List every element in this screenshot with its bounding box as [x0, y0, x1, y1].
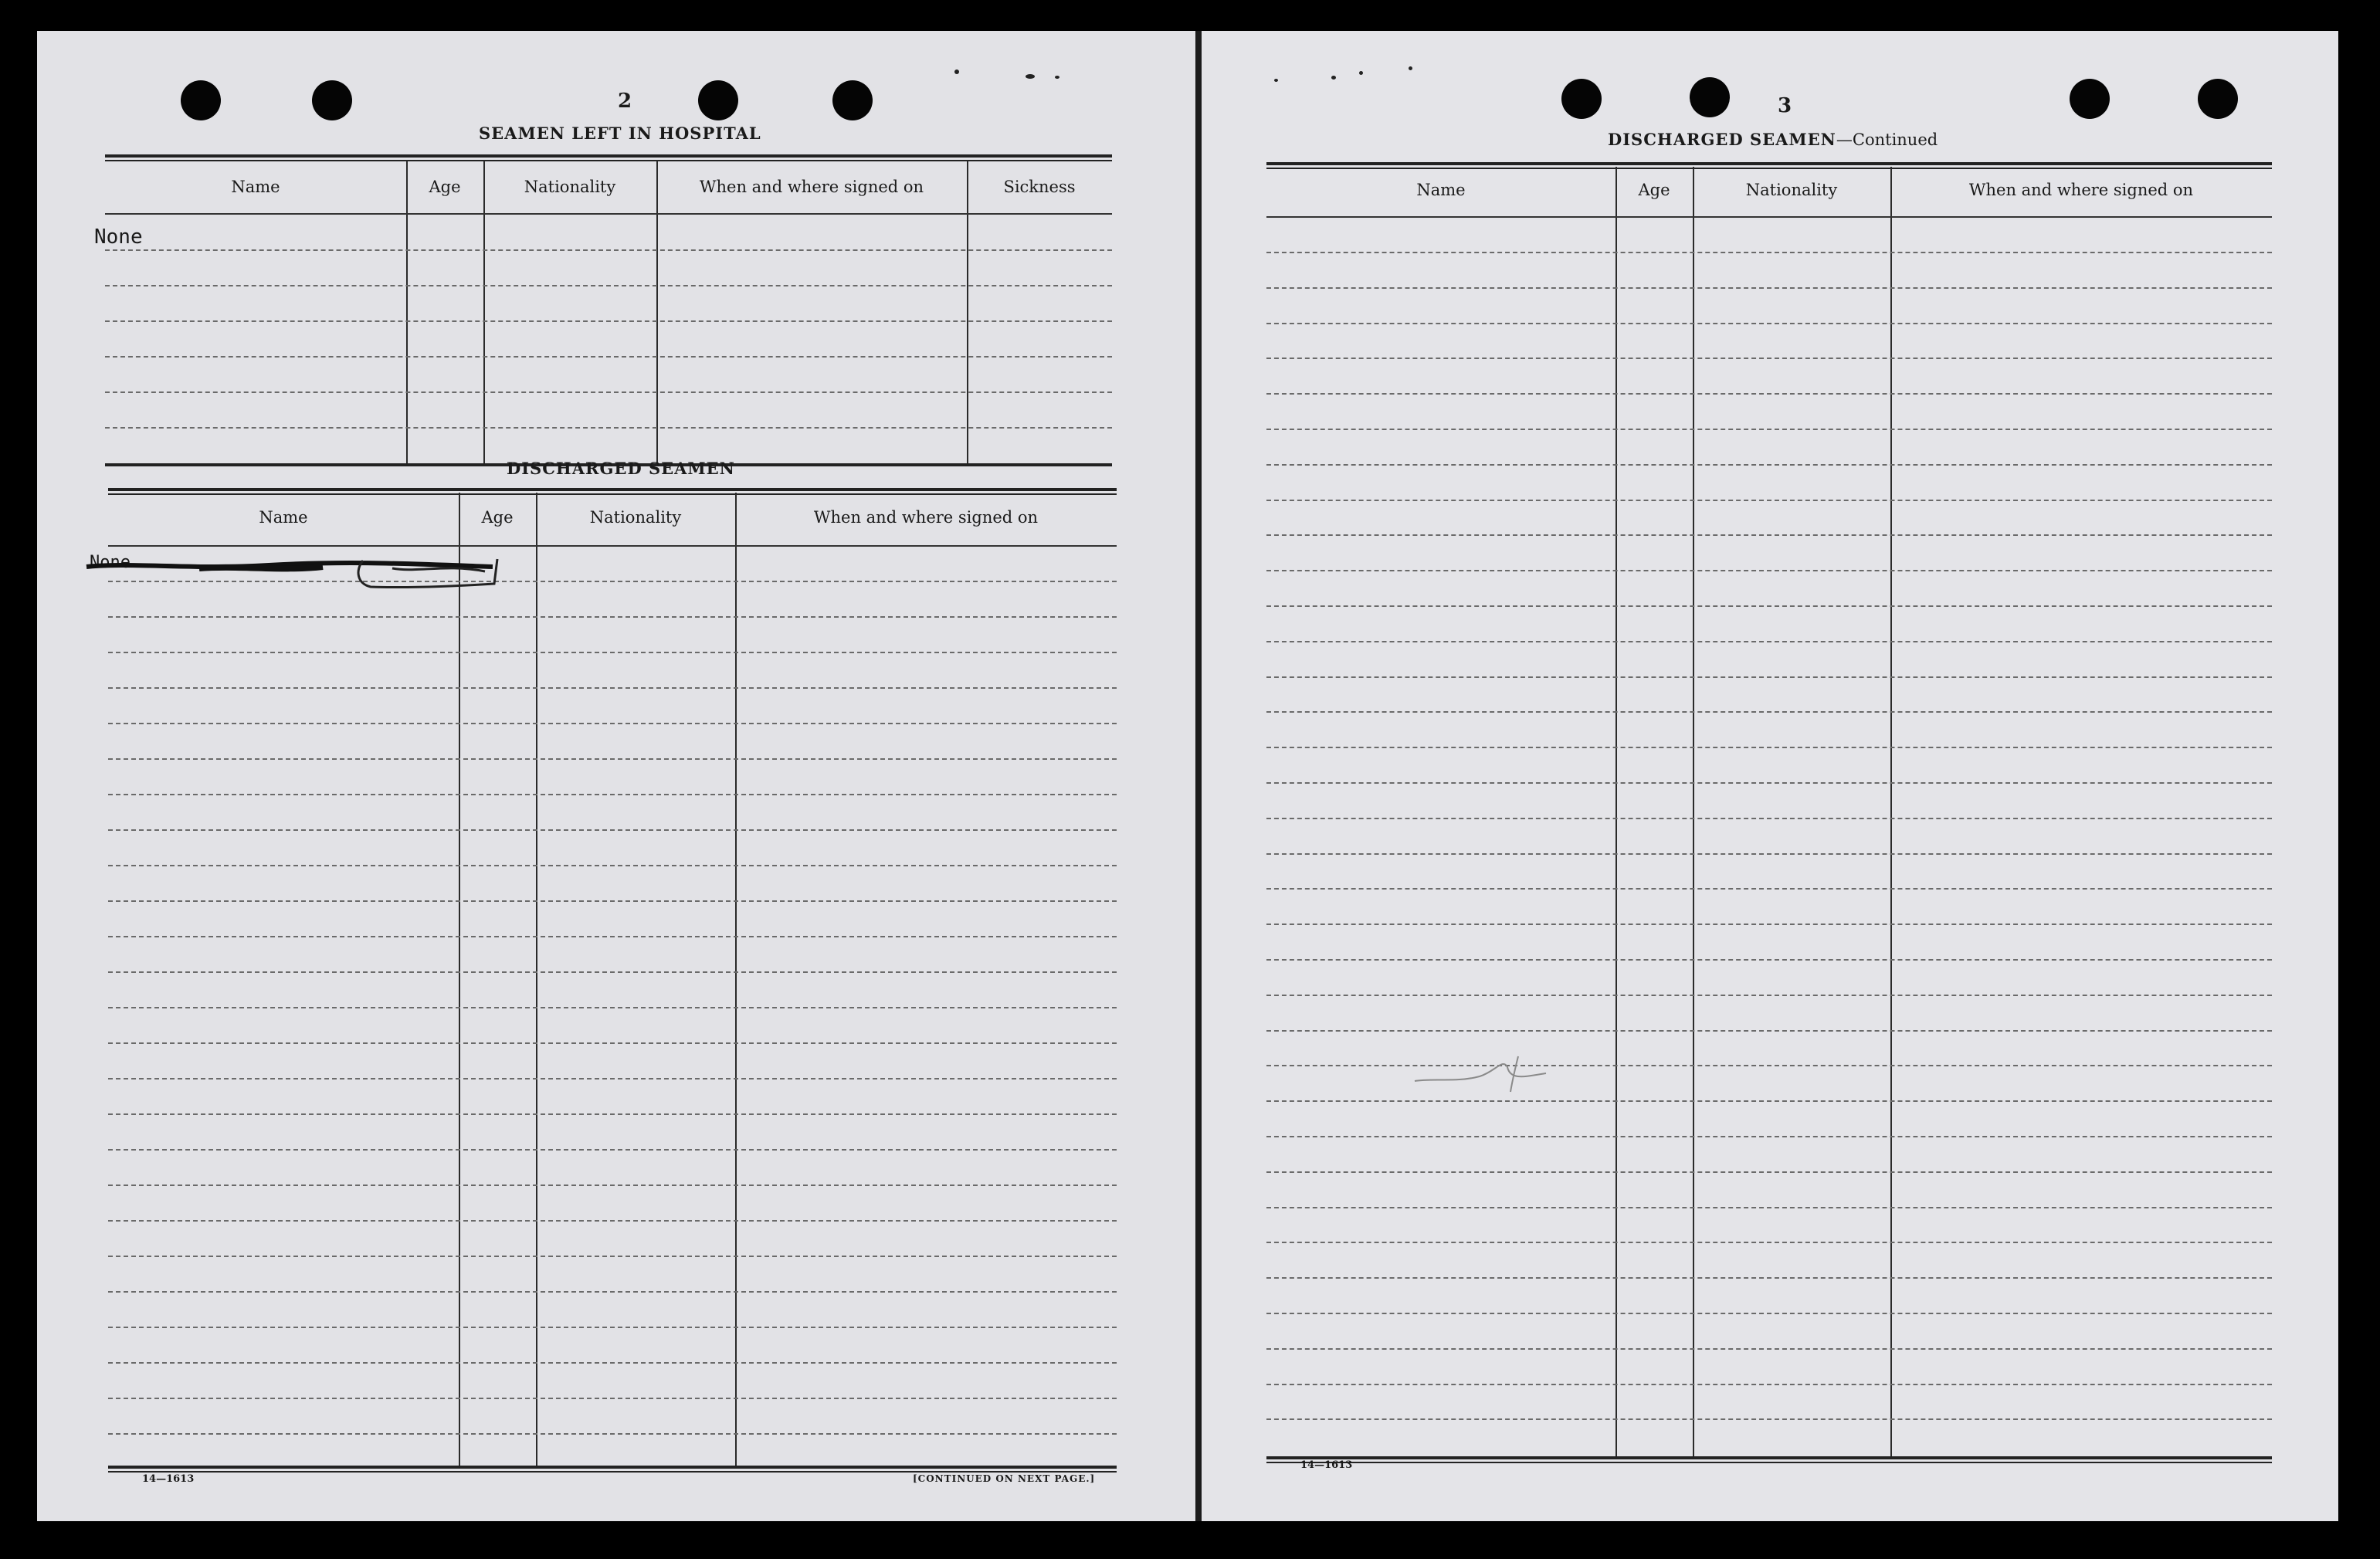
- table-row: [1266, 429, 2272, 430]
- column-header-nationality: Nationality: [589, 508, 682, 527]
- table-row: [1266, 1100, 2272, 1102]
- column-divider: [967, 161, 968, 463]
- punch-hole: [2198, 79, 2238, 119]
- table-row: [108, 1327, 1117, 1328]
- table-row: [105, 249, 1112, 251]
- table-row: [1266, 1242, 2272, 1243]
- column-header-name: Name: [259, 508, 308, 527]
- table-row: [108, 936, 1117, 937]
- table-row: [108, 1362, 1117, 1364]
- speck: [1026, 74, 1035, 79]
- column-divider: [1890, 167, 1892, 1458]
- table-row: [108, 1220, 1117, 1222]
- punch-hole: [312, 80, 352, 120]
- table-row: [1266, 711, 2272, 713]
- form-code: 14—1613: [142, 1473, 195, 1485]
- table-row: [1266, 959, 2272, 961]
- table-row: [1266, 534, 2272, 536]
- table-row: [1266, 888, 2272, 890]
- table-row: [1266, 287, 2272, 289]
- speck: [1331, 76, 1336, 80]
- table-row: [108, 1042, 1117, 1044]
- punch-hole: [1561, 79, 1602, 119]
- column-header-signed-on: When and where signed on: [699, 178, 924, 196]
- table-row: [1266, 1207, 2272, 1208]
- speck: [1055, 76, 1059, 79]
- table-row: [1266, 1277, 2272, 1279]
- table-row: [1266, 747, 2272, 748]
- table-row: [1266, 393, 2272, 395]
- table-row: [1266, 358, 2272, 359]
- continued-note: [CONTINUED ON NEXT PAGE.]: [913, 1473, 1096, 1484]
- page-number: 3: [1778, 94, 1792, 117]
- struck-entry: None: [90, 553, 131, 572]
- table-row: [108, 1256, 1117, 1257]
- table-row: [108, 652, 1117, 653]
- table-row: [108, 1185, 1117, 1186]
- column-header-signed-on: When and where signed on: [1968, 181, 2194, 199]
- table-row: [108, 900, 1117, 902]
- punch-hole: [2070, 79, 2110, 119]
- discharged-section-title: DISCHARGED SEAMEN: [507, 459, 735, 478]
- column-header-sickness: Sickness: [1003, 178, 1076, 196]
- speck: [1274, 79, 1278, 82]
- table-row: [1266, 818, 2272, 819]
- table-row: [105, 356, 1112, 358]
- table-row: [1266, 1313, 2272, 1314]
- table-row: [1266, 500, 2272, 501]
- table-row: [108, 794, 1117, 795]
- column-header-nationality: Nationality: [524, 178, 616, 196]
- table-bottom-rule: [1266, 1456, 2272, 1463]
- table-row: [108, 1113, 1117, 1115]
- column-divider: [656, 161, 658, 463]
- table-row: [105, 285, 1112, 286]
- table-row: [1266, 853, 2272, 855]
- table-row: [1266, 1030, 2272, 1032]
- header-underline: [105, 213, 1112, 215]
- column-header-nationality: Nationality: [1745, 181, 1838, 199]
- table-row: [1266, 782, 2272, 784]
- column-header-signed-on: When and where signed on: [813, 508, 1039, 527]
- hospital-section-title: SEAMEN LEFT IN HOSPITAL: [479, 124, 761, 143]
- column-header-age: Age: [429, 178, 461, 196]
- table-row: [108, 865, 1117, 866]
- table-row: [1266, 1348, 2272, 1350]
- table-row: [1266, 924, 2272, 925]
- column-divider: [536, 493, 537, 1467]
- table-top-rule: [105, 154, 1112, 161]
- table-row: [1266, 995, 2272, 996]
- table-row: [108, 1291, 1117, 1293]
- right-page: [1202, 31, 2338, 1521]
- table-row: [108, 1149, 1117, 1151]
- column-header-age: Age: [1638, 181, 1670, 199]
- table-row: [108, 1398, 1117, 1399]
- table-row: [1266, 641, 2272, 642]
- table-row: [1266, 1384, 2272, 1385]
- left-page: [37, 31, 1195, 1521]
- discharged-continued-title: DISCHARGED SEAMEN—Continued: [1608, 130, 1938, 149]
- table-row: [1266, 1136, 2272, 1137]
- column-header-name: Name: [231, 178, 280, 196]
- hospital-entry: None: [94, 225, 143, 249]
- table-row: [1266, 252, 2272, 253]
- table-row: [1266, 1171, 2272, 1173]
- table-row: [1266, 605, 2272, 607]
- table-row: [1266, 676, 2272, 678]
- column-header-name: Name: [1416, 181, 1466, 199]
- punch-hole: [698, 80, 738, 120]
- column-divider: [483, 161, 485, 463]
- column-divider: [735, 493, 737, 1467]
- column-header-age: Age: [481, 508, 514, 527]
- form-code: 14—1613: [1300, 1459, 1353, 1471]
- table-row: [108, 723, 1117, 724]
- table-row: [108, 687, 1117, 689]
- table-row: [108, 758, 1117, 760]
- table-top-rule: [108, 488, 1117, 495]
- speck: [1359, 71, 1363, 75]
- table-bottom-rule: [108, 1466, 1117, 1473]
- page-number: 2: [618, 90, 632, 113]
- strikethrough-scribble: [83, 553, 516, 591]
- table-row: [1266, 570, 2272, 571]
- column-divider: [406, 161, 408, 463]
- speck: [1409, 66, 1412, 70]
- punch-hole: [832, 80, 873, 120]
- punch-hole: [181, 80, 221, 120]
- table-row: [108, 1433, 1117, 1435]
- table-row: [1266, 464, 2272, 466]
- table-row: [108, 1078, 1117, 1079]
- table-row: [1266, 1418, 2272, 1420]
- table-row: [105, 320, 1112, 322]
- table-row: [1266, 323, 2272, 324]
- table-row: [105, 427, 1112, 429]
- column-divider: [1615, 167, 1617, 1458]
- table-top-rule: [1266, 162, 2272, 169]
- header-underline: [1266, 216, 2272, 218]
- punch-hole: [1690, 77, 1730, 117]
- table-row: [108, 971, 1117, 973]
- table-row: [108, 829, 1117, 831]
- page-gutter: [1195, 31, 1202, 1521]
- table-row: [108, 616, 1117, 618]
- speck: [954, 69, 959, 74]
- table-row: [108, 1007, 1117, 1008]
- column-divider: [1693, 167, 1694, 1458]
- faint-signature: [1410, 1050, 1549, 1096]
- table-row: [105, 391, 1112, 393]
- header-underline: [108, 545, 1117, 547]
- column-divider: [459, 493, 460, 1467]
